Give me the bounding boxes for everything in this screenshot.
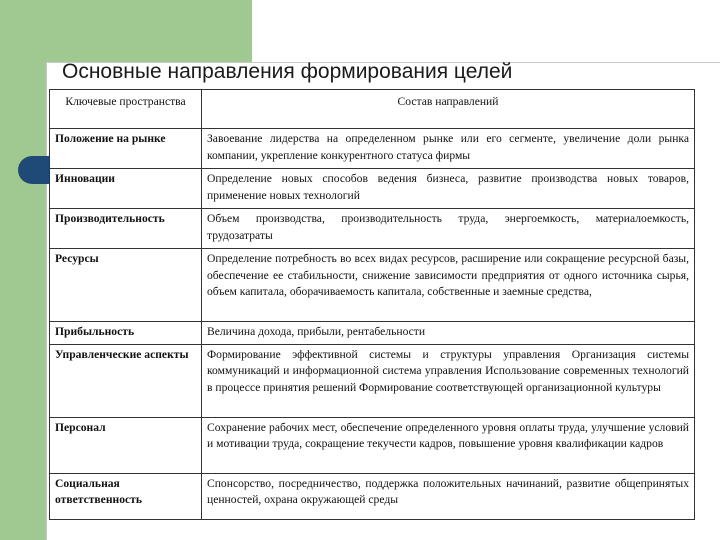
table-header-row [50, 90, 695, 129]
row-area-label: Производительность [50, 209, 202, 249]
row-area-label: Персонал [50, 417, 202, 473]
table-row [50, 473, 695, 519]
row-area-label: Положение на рынке [50, 129, 202, 169]
row-area-label: Прибыльность [50, 322, 202, 345]
decorative-divider-vertical [46, 62, 47, 540]
table-row [50, 209, 695, 249]
table-row [50, 322, 695, 345]
table-row [50, 417, 695, 473]
row-directions-text: Определение потребность во всех видах ресурсов, расширение или сокращение ресурсной базы, обеспечение ее стабильности, снижение зависимости предприятия от одного источника сырья, объем капитала, оборачиваемость капитала, собственные и заемные средства, [202, 249, 695, 322]
row-area-label: Ресурсы [50, 249, 202, 322]
slide-title: Основные направления формирования целей [62, 60, 513, 83]
table-row [50, 129, 695, 169]
table-row [50, 344, 695, 417]
row-area-label: Инновации [50, 169, 202, 209]
row-directions-text: Объем производства, производительность труда, энергоемкость, материалоемкость, трудозатраты [202, 209, 695, 249]
row-directions-text: Спонсорство, посредничество, поддержка положительных начинаний, развитие общепринятых ценностей, охрана окружающей среды [202, 473, 695, 519]
row-area-label: Управленческие аспекты [50, 344, 202, 417]
row-area-label: Социальная ответственность [50, 473, 202, 519]
row-directions-text: Завоевание лидерства на определенном рынке или его сегменте, увеличение доли рынка компании, укрепление конкурентного статуса фирмы [202, 129, 695, 169]
header-key-areas: Ключевые пространства [50, 90, 202, 129]
row-directions-text: Сохранение рабочих мест, обеспечение определенного уровня оплаты труда, улучшение условий и мотивации труда, сокращение текучести кадров, повышение уровня квалификации кадров [202, 417, 695, 473]
decorative-green-strip [0, 0, 46, 540]
table-row [50, 249, 695, 322]
row-directions-text: Определение новых способов ведения бизнеса, развитие производства новых товаров, применение новых технологий [202, 169, 695, 209]
header-directions: Состав направлений [202, 90, 695, 129]
table-row [50, 169, 695, 209]
row-directions-text: Величина дохода, прибыли, рентабельности [202, 322, 695, 345]
goals-table [49, 89, 695, 520]
row-directions-text: Формирование эффективной системы и структуры управления Организация системы коммуникаций и информационной система управления Использование современных технологий в процессе принятия решений Формирование соответствующей организационной культуры [202, 344, 695, 417]
